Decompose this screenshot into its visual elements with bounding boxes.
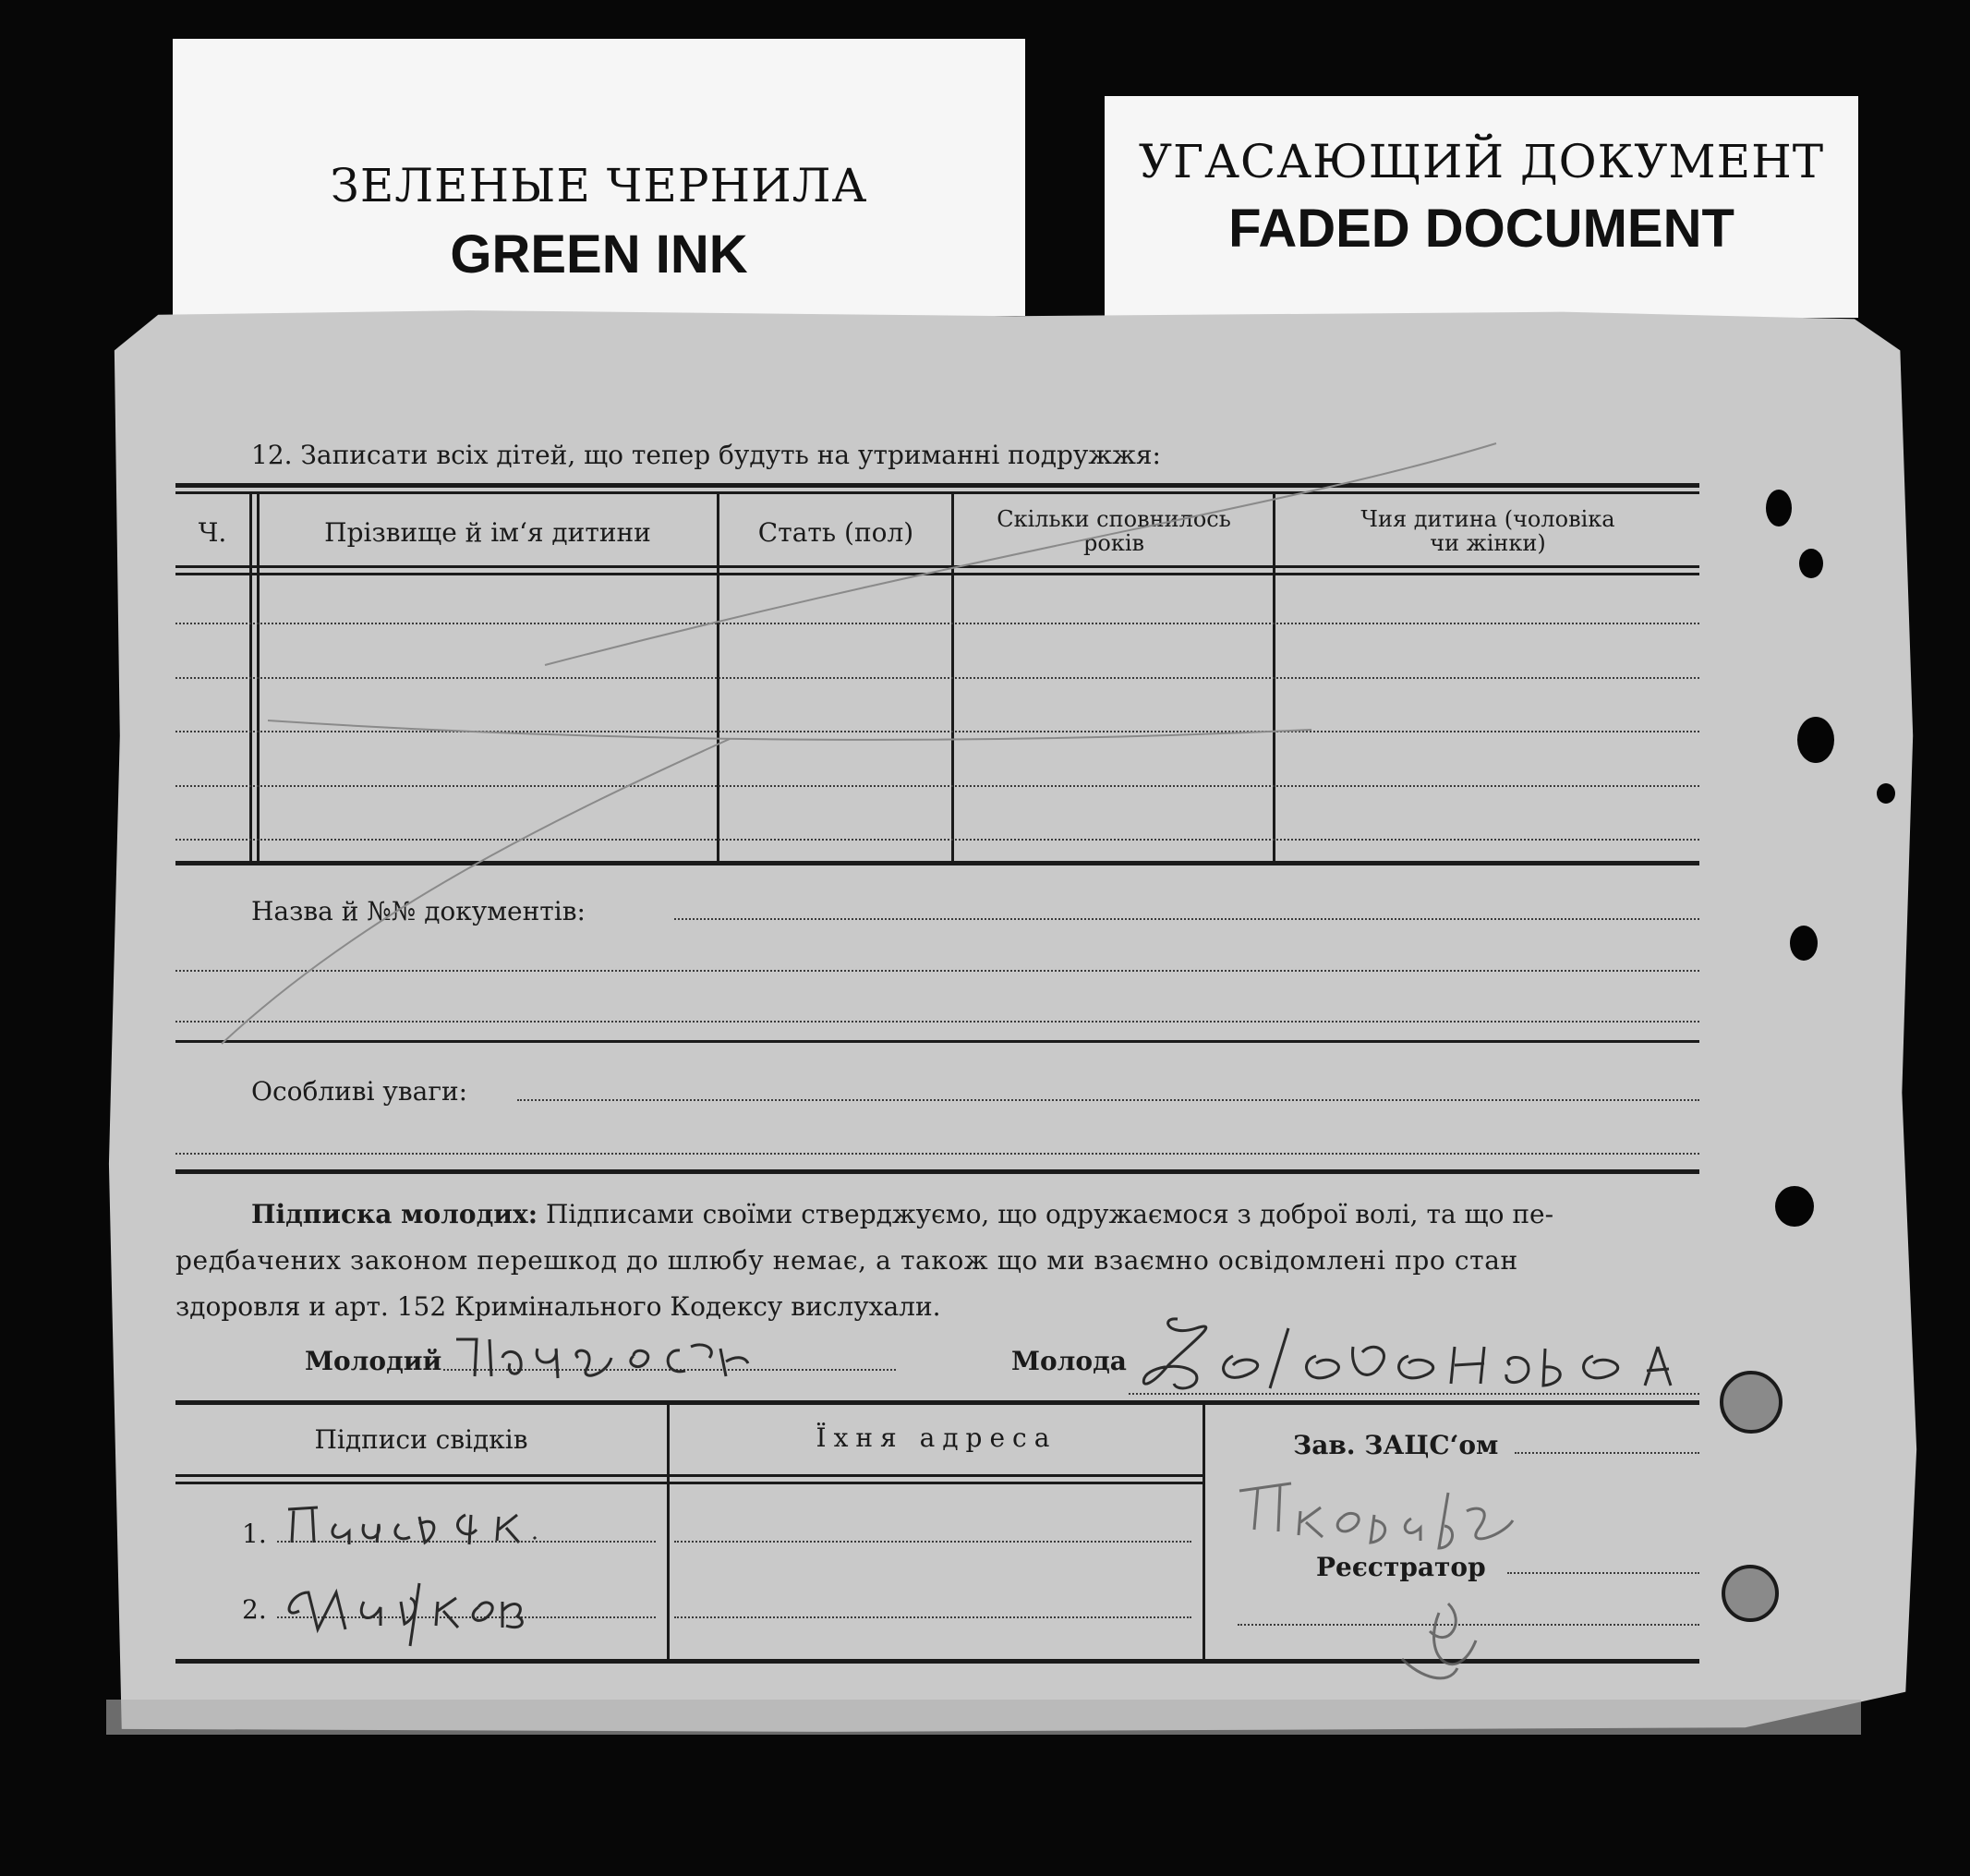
paper-bottom-edge — [106, 1700, 1861, 1735]
registrar-label: Реєстратор — [1316, 1552, 1486, 1582]
remarks-line — [175, 1153, 1699, 1155]
declaration-line-1 — [251, 1199, 1553, 1229]
binding-hole — [1720, 1371, 1783, 1434]
remarks-line — [517, 1099, 1699, 1101]
head-of-registry-label: Зав. ЗАЦС‘ом — [1293, 1430, 1499, 1460]
witnesses-header-border — [175, 1474, 1203, 1477]
groom-signature — [449, 1330, 781, 1386]
witnesses-table-divider — [1203, 1400, 1205, 1659]
witnesses-table-divider — [667, 1400, 670, 1659]
green-ink-label-ru: ЗЕЛЕНЫЕ ЧЕРНИЛА — [330, 159, 868, 212]
bride-signature — [1131, 1301, 1704, 1402]
documents-label: Назва й №№ документів: — [251, 896, 586, 926]
table-header-child-name: Прізвище й ім‘я дитини — [324, 517, 651, 548]
bride-label: Молода — [1011, 1346, 1127, 1376]
address-line — [674, 1541, 1191, 1543]
table-header-sex: Стать (пол) — [757, 517, 914, 548]
groom-label: Молодий — [305, 1346, 442, 1376]
witness-signature-1 — [281, 1496, 558, 1552]
witness-number-1: 1. — [242, 1519, 267, 1549]
table-header-whose-line2: чи жінки) — [1430, 530, 1546, 556]
address-line — [674, 1616, 1191, 1618]
declaration-lead: Підписка молодих: — [251, 1199, 538, 1229]
binding-hole — [1799, 549, 1823, 578]
green-ink-label-en: GREEN INK — [450, 224, 748, 284]
table-header-age-line2: років — [1083, 530, 1144, 556]
witnesses-table-top — [175, 1400, 1699, 1405]
declaration-line-2: редбачених законом перешкод до шлюбу немає, а також що ми взаємно освідомлені про стан — [175, 1245, 1518, 1276]
witnesses-header: Підписи свідків — [314, 1424, 528, 1455]
section-12-title: 12. Записати всіх дітей, що тепер будуть на утриманні подружжя: — [251, 440, 1161, 470]
witnesses-header-border-inner — [175, 1482, 1203, 1484]
table-header-whose-line1: Чия дитина (чоловіка — [1360, 506, 1615, 532]
binding-hole — [1790, 926, 1818, 961]
table-header-age-line1: Скільки сповнилось — [997, 506, 1231, 532]
table-header-number: Ч. — [198, 517, 227, 548]
binding-hole — [1775, 1186, 1814, 1227]
binding-hole — [1877, 783, 1895, 804]
remarks-label: Особливі уваги: — [251, 1076, 468, 1107]
section-divider — [175, 1169, 1699, 1174]
head-signature-line — [1515, 1452, 1699, 1454]
official-signature — [1236, 1474, 1587, 1687]
binding-hole — [1766, 490, 1792, 526]
binding-hole — [1797, 717, 1834, 763]
address-header: Їхня адреса — [816, 1422, 1058, 1453]
stray-ink-lines — [175, 434, 1699, 1099]
faded-document-label-ru: УГАСАЮЩИЙ ДОКУМЕНТ — [1138, 135, 1825, 188]
witness-signature-2 — [281, 1565, 576, 1648]
binding-hole — [1722, 1565, 1779, 1622]
faded-document-label-en: FADED DOCUMENT — [1228, 199, 1734, 259]
declaration-text-1: Підписами своїми стверджуємо, що одружаємося з доброї волі, та що пе- — [545, 1199, 1554, 1229]
declaration-line-3: здоровля и арт. 152 Кримінального Кодексу вислухали. — [175, 1291, 941, 1322]
witness-number-2: 2. — [242, 1594, 267, 1625]
